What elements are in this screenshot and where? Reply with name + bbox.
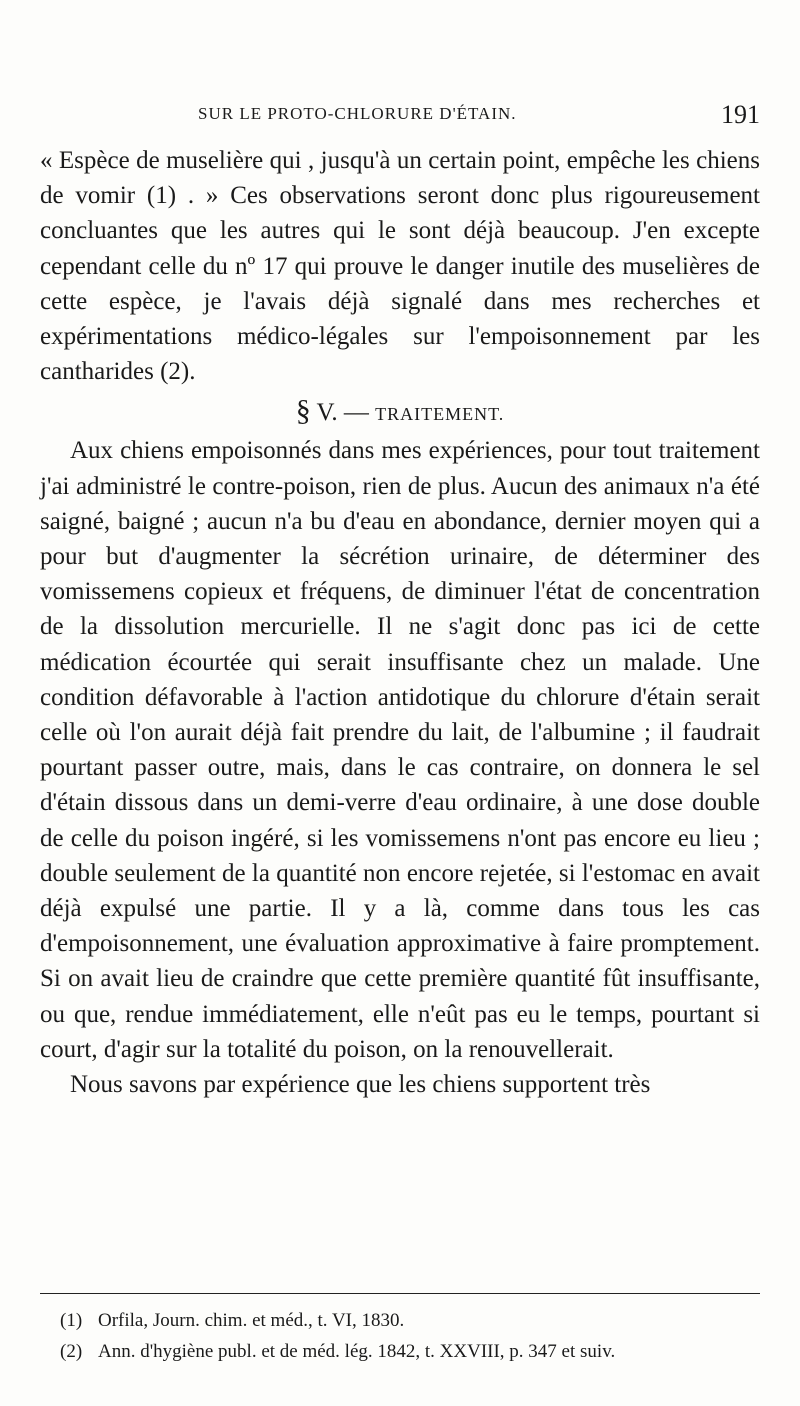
paragraph-3: Nous savons par expérience que les chiens supportent très [70, 1071, 651, 1099]
footnote-1-text: Orfila, Journ. chim. et méd., t. VI, 1830. [98, 1310, 405, 1331]
footnote-1 [60, 1305, 760, 1336]
footnote-divider [40, 1293, 760, 1294]
running-title: SUR LE PROTO-CHLORURE D'ÉTAIN. [198, 104, 517, 123]
footnote-2-ref: (2) [60, 1341, 83, 1362]
footnote-2 [60, 1336, 760, 1367]
footnotes [60, 1305, 760, 1367]
section-heading [40, 389, 760, 433]
section-title: TRAITEMENT. [375, 404, 505, 425]
section-number: V. [316, 399, 338, 427]
running-head [40, 100, 760, 130]
section-symbol: § [295, 394, 311, 428]
page-number: 191 [721, 100, 760, 129]
section-dash: — [343, 399, 369, 427]
paragraph-2: Aux chiens empoisonnés dans mes expériences, pour tout traitement j'ai administré le contre-poison, rien de plus. Aucun des animaux n'a été saigné, baigné ; aucun n'a bu d'eau en abondance, dernier moyen qui a pour but d'augmenter la sécrétion urinaire, de déterminer des vomissemens copieux et fréquens, de diminuer l'état de concentration de la dissolution mercurielle. Il ne s'agit donc pas ici de cette médication écourtée qui serait insuffisante chez un malade. Une condition défavorable à l'action antidotique du chlorure d'étain serait celle où l'on aurait déjà fait prendre du lait, de l'albumine ; il faudrait pourtant passer outre, mais, dans le cas contraire, on donnera le sel d'étain dissous dans un demi-verre d'eau ordinaire, à une dose double de celle du poison ingéré, si les vomissemens n'ont pas encore eu lieu ; double seulement de la quantité non encore rejetée, si l'estomac en avait déjà expulsé une partie. Il y a là, comme dans tous les cas d'empoisonnement, une évaluation approximative à faire promptement. Si on avait lieu de craindre que cette première quantité fût insuffisante, ou que, rendue immédiatement, elle n'eût pas eu le temps, pourtant si court, d'agir sur la totalité du poison, on la renouvellerait. [40, 437, 760, 1063]
body-text [40, 143, 760, 1102]
paragraph-1: « Espèce de muselière qui , jusqu'à un certain point, empêche les chiens de vomir (1) . » Ces observations seront donc plus rigoureusement concluantes que les autres qui le sont déjà beaucoup. J'en excepte cependant celle du nº 17 qui prouve le danger inutile des muselières de cette espèce, je l'avais déjà signalé dans mes recherches et expérimentations médico-légales sur l'empoisonnement par les cantharides (2). [40, 147, 760, 386]
footnote-2-text: Ann. d'hygiène publ. et de méd. lég. 1842, t. XXVIII, p. 347 et suiv. [98, 1341, 616, 1362]
footnote-1-ref: (1) [60, 1310, 83, 1331]
